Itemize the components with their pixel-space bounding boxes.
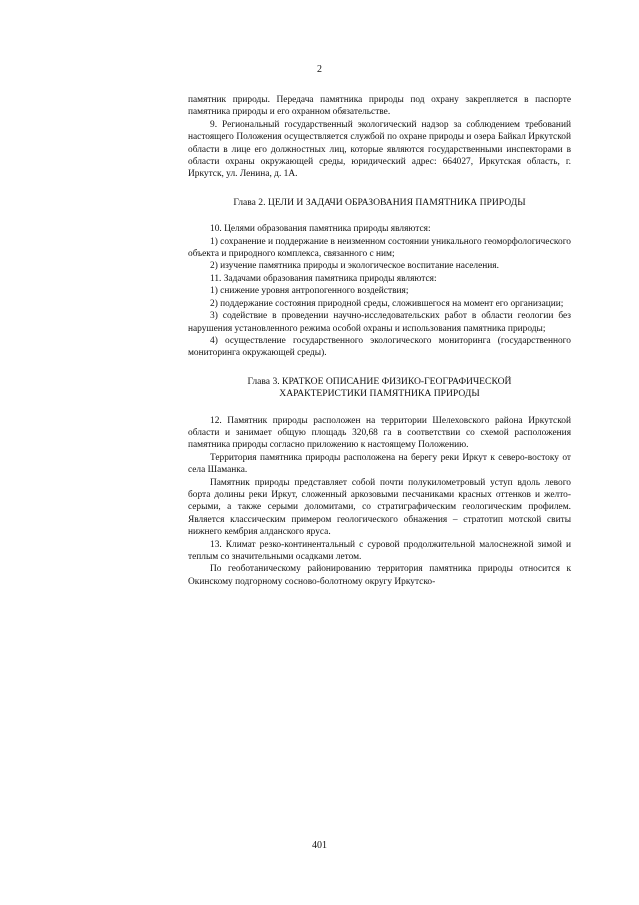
paragraph: 12. Памятник природы расположен на территории Шелеховского района Иркутской области и занимает общую площадь 320,68 га в соответствии со схемой расположения памятника природы согласно приложению к настоящему Положению. bbox=[188, 415, 571, 451]
paragraph: По геоботаническому районированию территория памятника природы относится к Окинскому подгорному сосново-болотному округу Иркутско- bbox=[188, 564, 571, 587]
paragraph: 9. Региональный государственный экологический надзор за соблюдением требований настоящего Положения осуществляется службой по охране природы и озера Байкал Иркутской области в лице его должностных лиц, которые являются государственными инспекторами в области охраны окружающей среды, юридический адрес: 664027, Иркутская область, г. Иркутск, ул. Ленина, д. 1А. bbox=[188, 119, 571, 180]
chapter-3-heading bbox=[188, 376, 571, 401]
paragraph: 10. Целями образования памятника природы являются: bbox=[210, 224, 431, 235]
page-number-bottom: 401 bbox=[312, 840, 327, 851]
document-body bbox=[188, 94, 571, 588]
paragraph: 1) снижение уровня антропогенного воздействия; bbox=[210, 286, 409, 297]
paragraph: Памятник природы представляет собой почти полукилометровый уступ вдоль левого борта долины реки Иркут, сложенный аркозовыми песчаниками красных оттенков и желто-серыми, а также серыми доломитами, со стратиграфическим геологическим профилем. Является классическим примером геологического обнажения – стратотип мотской свиты нижнего кембрия алданского яруса. bbox=[188, 477, 571, 538]
paragraph: 2) поддержание состояния природной среды, сложившегося на момент его организации; bbox=[210, 298, 564, 309]
paragraph: 2) изучение памятника природы и экологическое воспитание населения. bbox=[210, 261, 499, 272]
paragraph: памятник природы. Передача памятника природы под охрану закрепляется в паспорте памятника природы и его охранном обязательстве. bbox=[188, 95, 571, 118]
page-number-top: 2 bbox=[317, 64, 322, 75]
paragraph: 4) осуществление государственного экологического мониторинга (государственного мониторинга окружающей среды). bbox=[188, 335, 571, 359]
chapter-3-heading-line-2: ХАРАКТЕРИСТИКИ ПАМЯТНИКА ПРИРОДЫ bbox=[279, 388, 480, 400]
chapter-2-heading: Глава 2. ЦЕЛИ И ЗАДАЧИ ОБРАЗОВАНИЯ ПАМЯТНИКА ПРИРОДЫ bbox=[233, 196, 526, 208]
paragraph: Территория памятника природы расположена на берегу реки Иркут к северо-востоку от села Шаманка. bbox=[188, 452, 571, 476]
paragraph: 1) сохранение и поддержание в неизменном состоянии уникального геоморфологического объекта и природного комплекса, связанного с ним; bbox=[188, 236, 571, 260]
paragraph: 11. Задачами образования памятника природы являются: bbox=[210, 273, 437, 284]
paragraph: 13. Климат резко-континентальный с суровой продолжительной малоснежной зимой и теплым со значительными осадками летом. bbox=[188, 539, 571, 562]
chapter-3-heading-line-1: Глава 3. КРАТКОЕ ОПИСАНИЕ ФИЗИКО-ГЕОГРАФИЧЕСКОЙ bbox=[247, 375, 512, 387]
paragraph: 3) содействие в проведении научно-исследовательских работ в области геологии без нарушения установленного режима особой охраны и использования памятника природы; bbox=[188, 311, 571, 334]
